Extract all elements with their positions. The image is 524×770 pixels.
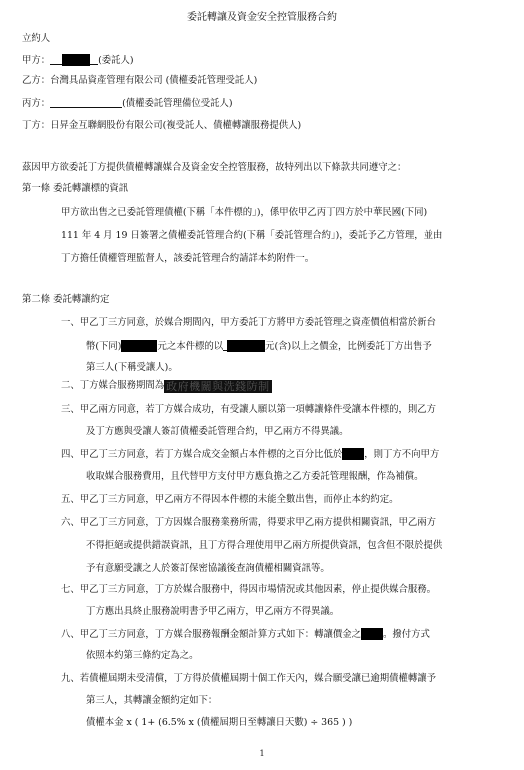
fee-rate-redaction bbox=[361, 628, 383, 640]
party-jia-redaction bbox=[62, 54, 90, 66]
clause-7-cont: 丁方應出具終止服務說明書予甲乙兩方，甲乙兩方不得異議。 bbox=[86, 606, 340, 617]
party-ding-line: 丁方：日昇金互聯網股份有限公司(複受託人、債權轉讓服務提供人) bbox=[22, 120, 302, 131]
clause-8: 八、甲乙丁三方同意，丁方媒合服務報酬金額計算方式如下：轉讓價金之 。撥付方式 bbox=[61, 629, 430, 640]
party-jia-label: 甲方： bbox=[22, 55, 51, 66]
clause-3: 三、甲乙兩方同意，若丁方媒合成功，有受讓人願以第一項轉讓條件受讓本件標的，則乙方 bbox=[61, 404, 437, 415]
clause-2: 二、丁方媒合服務期間為 政府機關與洗錢防制 bbox=[61, 380, 270, 393]
party-bing-role: (債權委託管理備位受託人) bbox=[122, 98, 233, 109]
clause-6-cont: 不得拒絕或提供錯誤資訊，且丁方得合理使用甲乙兩方所提供資訊，包含但不限於提供 bbox=[86, 540, 443, 551]
clause-1-cont: 幣(下同) 元之本件標的以 元(含)以上之價金，比例委託丁方出售予 bbox=[86, 341, 432, 352]
party-bing-label: 丙方： bbox=[22, 98, 51, 109]
clause-5: 五、甲乙丁三方同意，甲乙兩方不得因本件標的未能全數出售，而停止本約約定。 bbox=[61, 494, 399, 505]
party-jia-line bbox=[22, 54, 134, 67]
percent-redaction bbox=[342, 448, 364, 460]
page-number: 1 bbox=[259, 749, 265, 758]
clause-9: 九、若債權屆期未受清償，丁方得於債權屆期十個工作天內，媒合願受讓已逾期債權轉讓予 bbox=[61, 673, 437, 684]
amount-redaction bbox=[121, 340, 157, 352]
article1-heading: 第一條 委託轉讓標的資訊 bbox=[22, 183, 129, 194]
clause-6-cont: 予有意願受讓之人於簽訂保密協議後查詢債權相關資訊等。 bbox=[86, 563, 330, 574]
article1-line: 111 年 4 月 19 日簽署之債權委託管理合約(下稱「委託管理合約」)，委託予乙方管理，並由 bbox=[61, 230, 443, 241]
party-bing-line bbox=[22, 97, 233, 110]
clause-1-cont: 第三人(下稱受讓人)。 bbox=[86, 362, 178, 373]
article1-line: 甲方欲出售之已委託管理債權(下稱「本件標的」)，係甲依甲乙丙丁四方於中華民國(下同) bbox=[61, 207, 428, 218]
parties-header: 立約人 bbox=[22, 33, 51, 44]
transfer-formula: 債權本金 x ( 1+ (6.5% x (債權屆期日至轉讓日天數) ÷ 365 ) ) bbox=[86, 717, 353, 728]
clause-7: 七、甲乙丁三方同意，丁方於媒合服務中，得因市場情況或其他因素，停止提供媒合服務。 bbox=[61, 584, 437, 595]
article2-heading: 第二條 委託轉讓約定 bbox=[22, 294, 110, 305]
party-bing-blank bbox=[50, 97, 122, 108]
intro-paragraph: 茲因甲方欲委託丁方提供債權轉讓媒合及資金安全控管服務，故特列出以下條款共同遵守之： bbox=[22, 162, 407, 173]
party-jia-blank bbox=[50, 54, 62, 65]
article1-line: 丁方擔任債權管理監督人，該委託管理合約請詳本約附件一。 bbox=[61, 253, 315, 264]
clause-8-cont: 依照本約第三條約定為之。 bbox=[86, 650, 199, 661]
party-jia-role: (委託人) bbox=[98, 55, 134, 66]
clause-9-cont: 第三人，其轉讓金額約定如下： bbox=[86, 695, 218, 706]
clause-4-cont: 收取媒合服務費用，且代替甲方支付甲方應負擔之乙方委託管理報酬，作為補償。 bbox=[86, 471, 424, 482]
price-redaction bbox=[227, 340, 265, 352]
watermark-overlay: 政府機關與洗錢防制 bbox=[166, 380, 270, 393]
clause-3-cont: 及丁方應與受讓人簽訂債權委託管理合約，甲乙兩方不得異議。 bbox=[86, 426, 349, 437]
clause-1: 一、甲乙丁三方同意，於媒合期間內，甲方委託丁方將甲方委託管理之資產價值相當於新台 bbox=[61, 317, 437, 328]
clause-4: 四、甲乙丁三方同意，若丁方媒合成交金額占本件標的之百分比低於 ，則丁方不向甲方 bbox=[61, 449, 440, 460]
document-title: 委託轉讓及資金安全控管服務合約 bbox=[187, 12, 337, 23]
party-yi-line: 乙方：台灣具品資產管理有限公司 (債權委託管理受託人) bbox=[22, 75, 258, 86]
clause-6: 六、甲乙丁三方同意，丁方因媒合服務業務所需，得要求甲乙兩方提供相關資訊，甲乙兩方 bbox=[61, 517, 437, 528]
